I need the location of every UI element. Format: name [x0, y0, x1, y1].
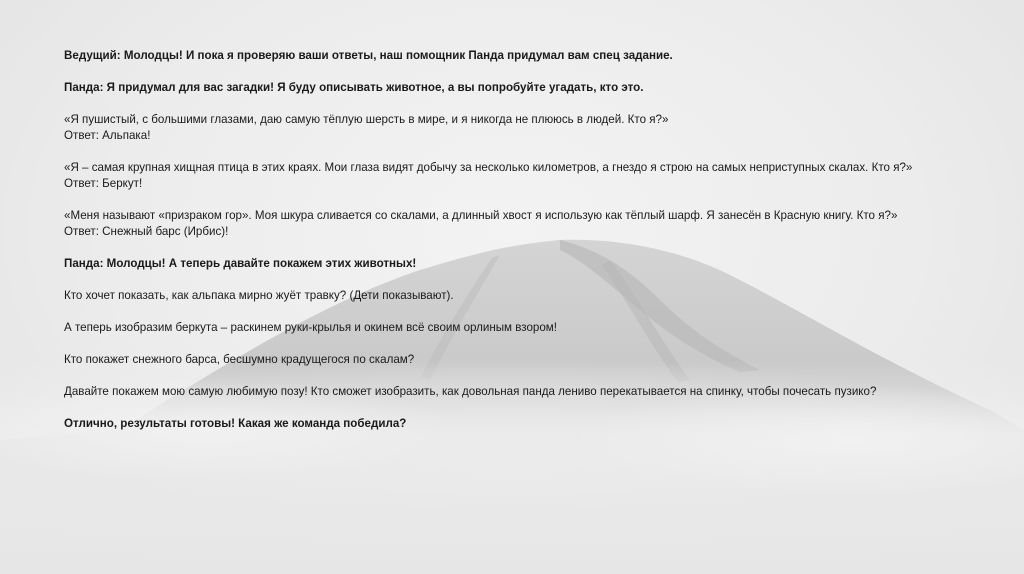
text-line: Кто покажет снежного барса, бесшумно крадущегося по скалам? [64, 353, 415, 366]
text-line: Панда: Я придумал для вас загадки! Я буду описывать животное, а вы попробуйте угадать, кто это. [64, 81, 644, 94]
text-line: Ответ: Альпака! [64, 129, 151, 142]
text-line: Ответ: Снежный барс (Ирбис)! [64, 225, 229, 238]
text-line: Отлично, результаты готовы! Какая же команда победила? [64, 417, 407, 430]
paragraph [64, 112, 964, 144]
paragraph [64, 48, 964, 64]
paragraph [64, 160, 964, 192]
text-line: Ответ: Беркут! [64, 177, 143, 190]
paragraph [64, 384, 964, 400]
paragraph [64, 320, 964, 336]
text-line: Панда: Молодцы! А теперь давайте покажем этих животных! [64, 257, 417, 270]
paragraph [64, 288, 964, 304]
paragraph [64, 256, 964, 272]
text-line: Кто хочет показать, как альпака мирно жуёт травку? (Дети показывают). [64, 289, 454, 302]
paragraph [64, 416, 964, 432]
paragraph [64, 80, 964, 96]
text-line: Давайте покажем мою самую любимую позу! Кто сможет изобразить, как довольная панда лениво перекатывается на спинку, чтобы почесать пузико? [64, 385, 877, 398]
paragraph [64, 352, 964, 368]
paragraph [64, 208, 964, 240]
text-line: «Я – самая крупная хищная птица в этих краях. Мои глаза видят добычу за несколько километров, а гнездо я строю на самых неприступных скалах. Кто я?» [64, 161, 913, 174]
text-line: А теперь изобразим беркута – раскинем руки-крылья и окинем всё своим орлиным взором! [64, 321, 557, 334]
slide-text-body [64, 48, 964, 448]
text-line: Ведущий: Молодцы! И пока я проверяю ваши ответы, наш помощник Панда придумал вам спец задание. [64, 49, 673, 62]
text-line: «Я пушистый, с большими глазами, даю самую тёплую шерсть в мире, и я никогда не плююсь в людей. Кто я?» [64, 113, 669, 126]
text-line: «Меня называют «призраком гор». Моя шкура сливается со скалами, а длинный хвост я использую как тёплый шарф. Я занесён в Красную книгу. Кто я?» [64, 209, 898, 222]
